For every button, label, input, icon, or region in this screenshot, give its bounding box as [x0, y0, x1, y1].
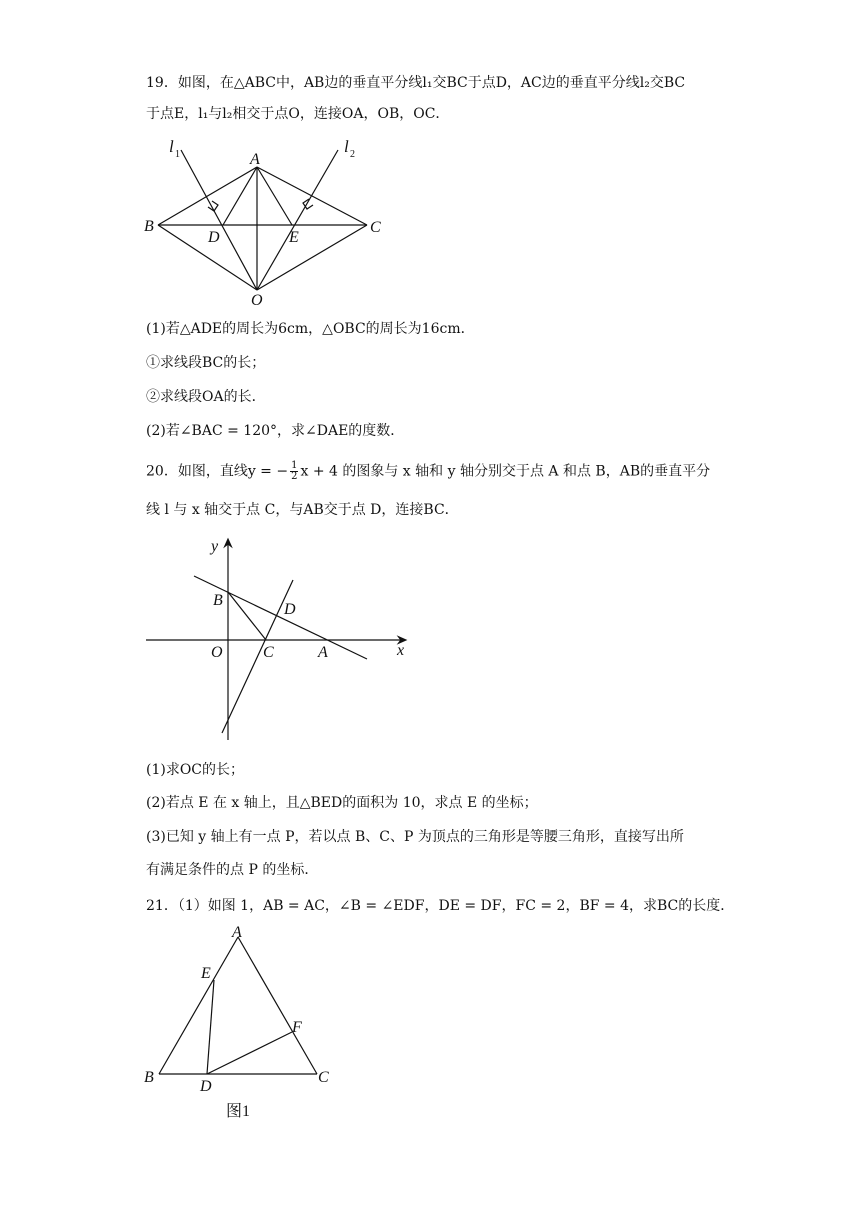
q19-line2: 于点E，l₁与l₂相交于点O，连接OA，OB，OC． [146, 106, 450, 122]
q19-label-d: D [208, 229, 220, 246]
q20-fraction [290, 461, 298, 482]
q20-line1-post: x + 4 的图象与 x 轴和 y 轴分别交于点 A 和点 B，AB的垂直平分 [300, 463, 711, 480]
q20-line1 [146, 461, 710, 482]
q19-label-c: C [370, 219, 381, 236]
q20-label-c: C [263, 644, 274, 661]
q21-line-df [207, 1032, 292, 1074]
q21-line1: 21．（1）如图 1，AB = AC，∠B = ∠EDF，DE = DF，FC = 2，BF = 4，求BC的长度． [146, 898, 735, 914]
q19-label-l1: l [169, 137, 174, 156]
q21-label-c: C [318, 1069, 329, 1086]
q20-line-bc [228, 592, 266, 640]
q20-fraction-num: 1 [291, 460, 298, 471]
q20-line1-pre: 20．如图，直线y = − [146, 463, 289, 480]
q19-line-l2 [257, 150, 338, 290]
q20-figure [140, 530, 420, 745]
q19-label-a: A [250, 151, 260, 168]
q21-figure [140, 918, 340, 1123]
q20-part3-line2: 有满足条件的点 P 的坐标． [146, 862, 319, 878]
q19-line-ad [223, 167, 257, 225]
q19-figure [140, 130, 400, 310]
q19-line-l1 [181, 150, 257, 290]
q19-label-b: B [144, 218, 154, 235]
q19-label-l2: l [344, 137, 349, 156]
q20-label-a: A [318, 644, 328, 661]
q21-line-ab [159, 937, 238, 1074]
q21-line-de [207, 980, 214, 1074]
q21-label-f: F [292, 1019, 302, 1036]
q19-part1b: ②求线段OA的长． [146, 389, 266, 405]
q19-part1: (1)若△ADE的周长为6cm，△OBC的周长为16cm． [146, 321, 475, 337]
q20-part3-line1: (3)已知 y 轴上有一点 P，若以点 B、C、P 为顶点的三角形是等腰三角形，直接写出所 [146, 829, 684, 845]
q21-label-e: E [201, 965, 211, 982]
q21-label-d: D [200, 1078, 212, 1095]
q20-label-d: D [284, 601, 296, 618]
q19-label-l2-sub: 2 [350, 149, 355, 160]
q20-label-b: B [213, 592, 223, 609]
q20-label-y: y [211, 538, 219, 555]
q21-label-a: A [232, 924, 242, 941]
q21-figure-caption: 图1 [226, 1103, 251, 1120]
q19-line-ab [158, 167, 257, 225]
q20-part2: (2)若点 E 在 x 轴上，且△BED的面积为 10，求点 E 的坐标； [146, 795, 538, 811]
q20-fraction-den: 2 [291, 471, 298, 482]
q19-label-l1-sub: 1 [175, 149, 180, 160]
q20-label-o: O [211, 644, 223, 661]
q20-part1: (1)求OC的长； [146, 762, 245, 778]
q19-part1a: ①求线段BC的长； [146, 355, 266, 371]
q19-line-co [257, 225, 367, 290]
q19-label-e: E [289, 229, 299, 246]
q20-label-x: x [397, 642, 405, 659]
q19-label-o: O [251, 292, 263, 309]
q20-line2: 线 l 与 x 轴交于点 C，与AB交于点 D，连接BC． [146, 502, 459, 518]
q20-line-l [222, 580, 293, 733]
q19-line1: 19．如图，在△ABC中，AB边的垂直平分线l₁交BC于点D，AC边的垂直平分线l₂交BC [146, 75, 686, 91]
q21-label-b: B [144, 1069, 154, 1086]
q19-part2: (2)若∠BAC = 120°，求∠DAE的度数． [146, 423, 405, 439]
